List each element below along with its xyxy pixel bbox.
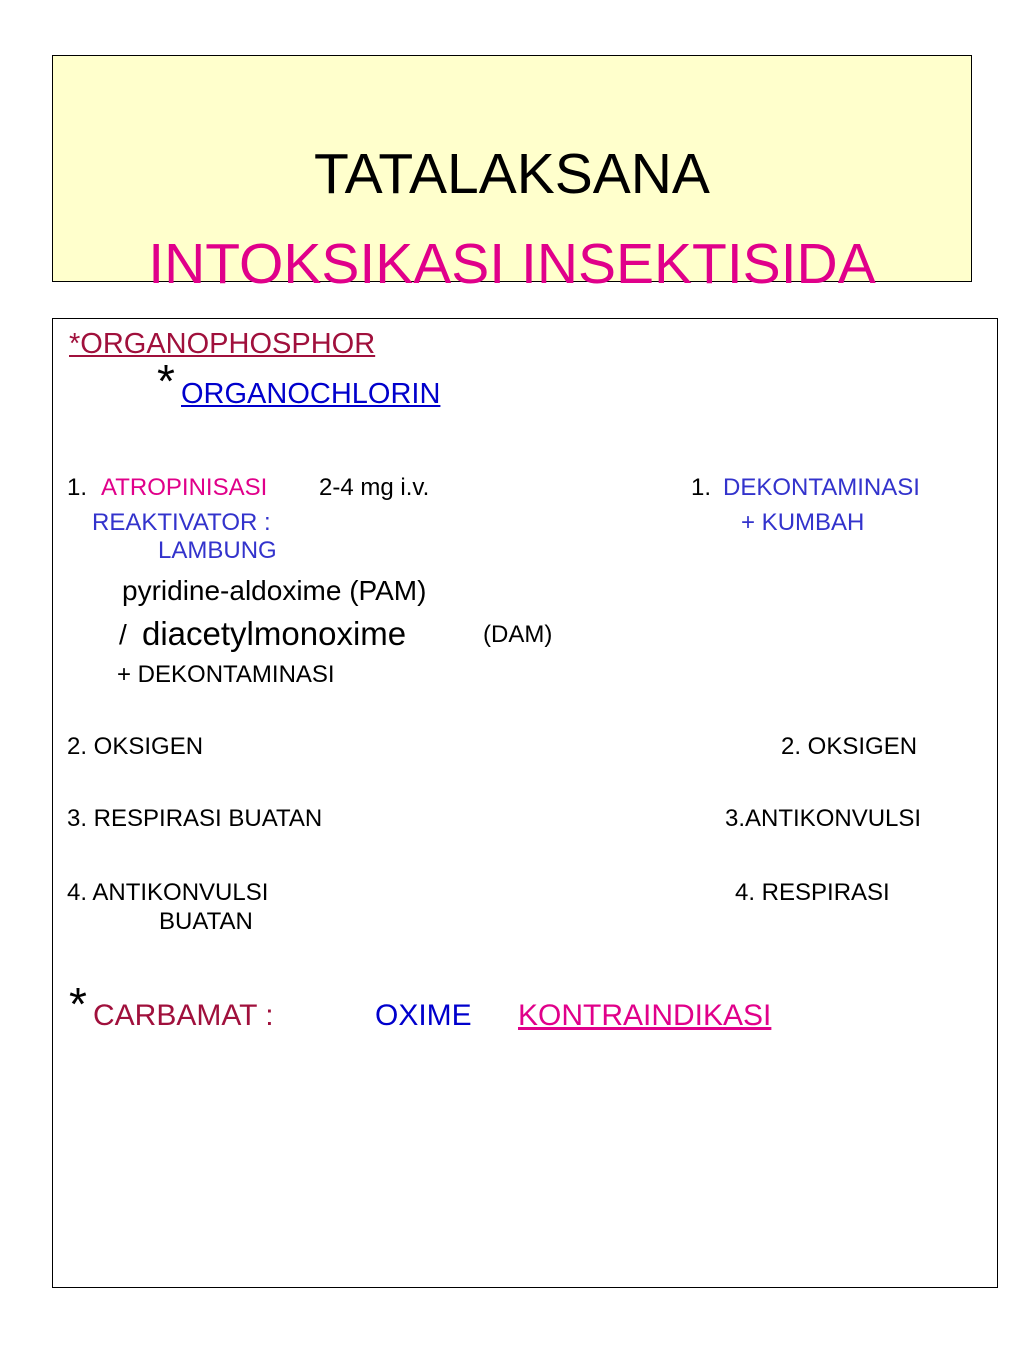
organophosphor-heading: *ORGANOPHOSPHOR	[69, 328, 376, 360]
oc-lambung: LAMBUNG	[158, 537, 277, 564]
organochlorin-star: *	[157, 355, 175, 407]
op-item3: 3. RESPIRASI BUATAN	[67, 805, 323, 832]
organochlorin-heading: ORGANOCHLORIN	[181, 378, 441, 410]
oc-item4: 4. RESPIRASI	[735, 879, 890, 906]
title-line-2: INTOKSIKASI INSEKTISIDA	[148, 232, 876, 296]
title-line-1: TATALAKSANA	[314, 142, 710, 206]
op-item2: 2. OKSIGEN	[67, 733, 204, 760]
oc-item3: 3.ANTIKONVULSI	[725, 805, 922, 832]
oc-item1-number: 1.	[691, 474, 712, 501]
op-dam-name: diacetylmonoxime	[142, 615, 407, 652]
oc-kumbah: + KUMBAH	[741, 509, 865, 536]
op-item4: 4. ANTIKONVULSI	[67, 879, 269, 906]
content-panel	[52, 318, 998, 1288]
oc-item1-keyword: DEKONTAMINASI	[723, 474, 920, 501]
op-pam: pyridine-aldoxime (PAM)	[122, 575, 427, 606]
op-dam-slash: /	[119, 619, 127, 650]
op-reaktivator: REAKTIVATOR :	[92, 509, 271, 536]
carbamat-label: CARBAMAT :	[93, 999, 274, 1032]
carbamat-kontraindikasi: KONTRAINDIKASI	[518, 999, 772, 1032]
op-item1-number: 1.	[67, 474, 88, 501]
carbamat-oxime: OXIME	[375, 999, 472, 1032]
op-dekontaminasi: + DEKONTAMINASI	[117, 661, 335, 688]
carbamat-star: *	[69, 978, 87, 1030]
oc-item2: 2. OKSIGEN	[781, 733, 918, 760]
title-panel	[52, 55, 972, 296]
op-dam-abbr: (DAM)	[483, 621, 553, 648]
op-item1-dose: 2-4 mg i.v.	[319, 474, 430, 501]
oc-item4-continued: BUATAN	[159, 908, 253, 935]
op-item1-keyword: ATROPINISASI	[101, 474, 268, 501]
